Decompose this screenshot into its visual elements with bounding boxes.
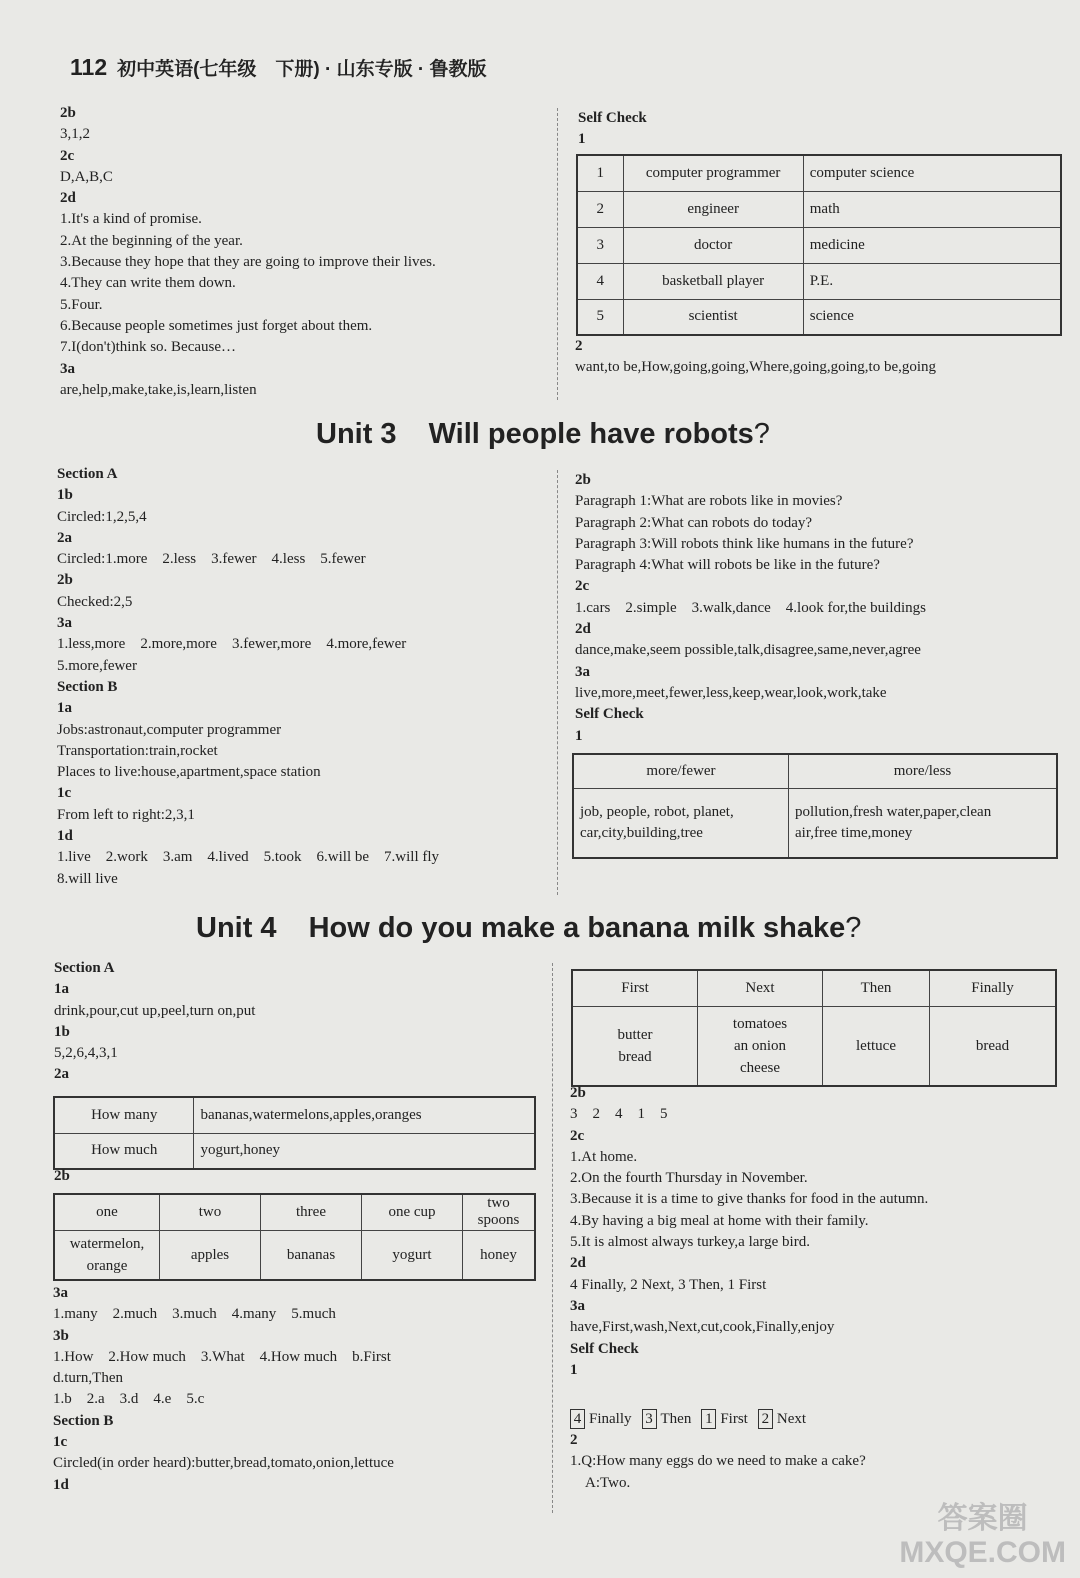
text-line: are,help,make,take,is,learn,listen — [60, 381, 257, 398]
text-line: 1.live 2.work 3.am 4.lived 5.took 6.will be 7.will fly — [57, 849, 440, 866]
text-line: 1d — [53, 1476, 69, 1493]
text-line: Section B — [57, 678, 118, 695]
table-cell: honey — [463, 1230, 536, 1280]
answer-box: 3 — [642, 1409, 657, 1429]
table-row — [54, 1133, 535, 1169]
unit4-2b-heading — [54, 1166, 70, 1187]
table-cell: yogurt,honey — [194, 1133, 535, 1169]
table-cell: 1 — [577, 155, 623, 191]
unit4-answers-left — [53, 1283, 394, 1496]
text-line: 3a — [60, 360, 75, 377]
text-line: 5.more,fewer — [57, 657, 137, 674]
text-line: 4 Finally, 2 Next, 3 Then, 1 First — [570, 1276, 767, 1293]
table3-body — [54, 1097, 535, 1169]
text-line: 1b — [54, 1023, 70, 1040]
book-title: 初中英语(七年级 下册) · 山东专版 · 鲁教版 — [117, 59, 487, 80]
answer-word: Then — [660, 1411, 692, 1427]
text-line: From left to right:2,3,1 — [57, 806, 195, 823]
text-line: 2.On the fourth Thursday in November. — [570, 1170, 808, 1187]
text-line: 1.cars 2.simple 3.walk,dance 4.look for,the buildings — [575, 599, 926, 616]
answer-word: First — [720, 1411, 748, 1427]
table-cell: bananas — [261, 1230, 362, 1280]
table-cell: bananas,watermelons,apples,oranges — [194, 1097, 535, 1133]
answer-box: 2 — [758, 1409, 773, 1429]
table-cell: yogurt — [362, 1230, 463, 1280]
text-line: 5.It is almost always turkey,a large bird. — [570, 1234, 810, 1251]
table-cell: 4 — [577, 263, 623, 299]
text-line: 3a — [53, 1285, 68, 1301]
recipe-steps-table — [571, 969, 1057, 1087]
answer-box: 1 — [701, 1409, 716, 1429]
text-line: 1.Q:How many eggs do we need to make a cake? — [570, 1453, 866, 1470]
unit3-title — [316, 418, 770, 451]
table-cell: bread — [930, 1006, 1057, 1086]
unit3-heading: Will people have robots — [428, 418, 754, 450]
text-line: Self Check — [570, 1340, 639, 1357]
text-line: 6.Because people sometimes just forget about them. — [60, 317, 373, 334]
text-line: 2d — [570, 1255, 586, 1272]
table-head-cell: First — [572, 970, 698, 1006]
how-many-how-much-table — [53, 1096, 536, 1170]
unit3-answers-right — [575, 470, 926, 747]
text-line: 1.It's a kind of promise. — [60, 211, 202, 228]
table-head-cell: one cup — [362, 1194, 463, 1230]
table-head-cell: three — [261, 1194, 362, 1230]
table2-body — [573, 754, 1057, 858]
self-check-jobs-table — [576, 154, 1062, 336]
text-line: 1c — [53, 1434, 68, 1451]
table-head-cell: two — [160, 1194, 261, 1230]
text-line: 1a — [57, 700, 72, 717]
table-cell: doctor — [623, 227, 803, 263]
table-cell: lettuce — [823, 1006, 930, 1086]
watermark-url: MXQE.COM — [899, 1536, 1066, 1569]
text-line: 1 — [570, 1361, 578, 1378]
text-line: Paragraph 1:What are robots like in movies? — [575, 493, 843, 510]
table-head-cell: Next — [698, 970, 823, 1006]
text-line: 3a — [570, 1297, 585, 1314]
text-line: Circled(in order heard):butter,bread,tomato,onion,lettuce — [53, 1455, 394, 1472]
unit3-answers-left — [57, 464, 439, 890]
table-head-cell: two spoons — [463, 1194, 536, 1230]
unit2-self-check-2 — [575, 336, 936, 379]
text-line: Transportation:train,rocket — [57, 742, 218, 759]
watermark — [899, 1502, 1066, 1570]
ordering-item — [570, 1411, 632, 1427]
text-line: Self Check — [578, 110, 647, 126]
text-line: live,more,meet,fewer,less,keep,wear,look,work,take — [575, 684, 887, 701]
table-cell: computer programmer — [623, 155, 803, 191]
table1-body — [577, 155, 1061, 335]
table-cell: science — [803, 299, 1061, 335]
table-cell: medicine — [803, 227, 1061, 263]
table2-head-1: more/fewer — [573, 754, 789, 788]
table-cell: watermelon, orange — [54, 1230, 160, 1280]
text-line: 2b — [57, 572, 73, 589]
text-line: Circled:1.more 2.less 3.fewer 4.less 5.fewer — [57, 551, 366, 568]
text-line: 2 — [575, 338, 583, 354]
text-line: 2d — [60, 190, 76, 207]
text-line: 1.b 2.a 3.d 4.e 5.c — [53, 1391, 205, 1408]
table-row — [577, 191, 1061, 227]
text-line: D,A,B,C — [60, 168, 113, 185]
text-line: Jobs:astronaut,computer programmer — [57, 721, 282, 738]
text-line: 5.Four. — [60, 296, 103, 313]
text-line: 3.Because they hope that they are going to improve their lives. — [60, 254, 436, 271]
table-cell: 2 — [577, 191, 623, 227]
text-line: Paragraph 4:What will robots be like in the future? — [575, 557, 880, 574]
text-line: 3 2 4 1 5 — [570, 1106, 668, 1123]
table-cell: How many — [54, 1097, 194, 1133]
unit3-question-mark: ? — [753, 418, 770, 450]
table-cell: basketball player — [623, 263, 803, 299]
text-line: Paragraph 3:Will robots think like humans in the future? — [575, 535, 914, 552]
text-line: 1.many 2.much 3.much 4.many 5.much — [53, 1306, 336, 1323]
text-line: Section A — [57, 466, 118, 482]
table-row — [577, 155, 1061, 191]
text-line: 1c — [57, 785, 72, 802]
text-line: 2c — [60, 147, 75, 164]
unit3-number: Unit 3 — [316, 418, 397, 450]
answer-word: Finally — [589, 1411, 632, 1427]
text-line: Self Check — [575, 706, 644, 723]
watermark-logo-text: 答案圈 — [937, 1502, 1028, 1535]
table-cell: math — [803, 191, 1061, 227]
text-line: 1.less,more 2.more,more 3.fewer,more 4.more,fewer — [57, 636, 407, 653]
text-line: 1d — [57, 828, 73, 845]
column-divider-3 — [552, 963, 553, 1513]
table-cell: engineer — [623, 191, 803, 227]
text-line: 2b — [60, 105, 76, 121]
unit4-answers-right — [570, 1083, 928, 1381]
text-line: A:Two. — [570, 1474, 631, 1491]
text-line: 1 — [578, 131, 586, 148]
unit4-title — [196, 912, 861, 945]
text-line: 2d — [575, 621, 591, 638]
text-line: Circled:1,2,5,4 — [57, 508, 147, 525]
unit4-heading: How do you make a banana milk shake — [308, 912, 846, 944]
self-check-ordering-boxes — [570, 1409, 816, 1430]
text-line: Section A — [54, 960, 115, 976]
text-line: Checked:2,5 — [57, 593, 133, 610]
table-cell: tomatoes an onion cheese — [698, 1006, 823, 1086]
text-line: 3a — [575, 663, 590, 680]
text-line: 1 — [575, 727, 583, 744]
text-line: 4.By having a big meal at home with their family. — [570, 1212, 869, 1229]
table-cell: How much — [54, 1133, 194, 1169]
text-line: Places to live:house,apartment,space station — [57, 764, 321, 781]
unit4-number: Unit 4 — [196, 912, 277, 944]
text-line: 1a — [54, 981, 69, 998]
text-line: Section B — [53, 1412, 114, 1429]
text-line: 2b — [570, 1085, 586, 1101]
table-cell: apples — [160, 1230, 261, 1280]
table-cell: butter bread — [572, 1006, 698, 1086]
text-line: 2a — [57, 529, 72, 546]
ordering-item — [642, 1411, 692, 1427]
text-line: 1.At home. — [570, 1148, 638, 1165]
table4-body — [54, 1194, 535, 1280]
text-line: 7.I(don't)think so. Because… — [60, 339, 237, 356]
text-line: 2c — [575, 578, 590, 595]
table-cell: computer science — [803, 155, 1061, 191]
table-head-cell: one — [54, 1194, 160, 1230]
text-line: 2.At the beginning of the year. — [60, 232, 243, 249]
unit2-answers-left — [60, 103, 436, 401]
text-line: Paragraph 2:What can robots do today? — [575, 514, 813, 531]
table-cell: 3 — [577, 227, 623, 263]
text-line: 4.They can write them down. — [60, 275, 236, 292]
text-line: 3,1,2 — [60, 126, 90, 143]
page-number: 112 — [70, 54, 108, 80]
text-line: 5,2,6,4,3,1 — [54, 1045, 118, 1062]
text-line: 2a — [54, 1066, 69, 1083]
unit4-question-mark: ? — [845, 912, 862, 944]
table2-head-2: more/less — [789, 754, 1058, 788]
text-line: 8.will live — [57, 870, 118, 887]
table2-cell-2: pollution,fresh water,paper,clean air,free time,money — [789, 788, 1058, 858]
column-divider-1 — [557, 108, 558, 400]
table-cell: P.E. — [803, 263, 1061, 299]
quantity-table — [53, 1193, 536, 1281]
text-line: want,to be,How,going,going,Where,going,going,to be,going — [575, 359, 937, 376]
answer-box: 4 — [570, 1409, 585, 1429]
text-line: 1.How 2.How much 3.What 4.How much b.First — [53, 1348, 391, 1365]
text-line: d.turn,Then — [53, 1370, 123, 1387]
text-line: dance,make,seem possible,talk,disagree,same,never,agree — [575, 642, 921, 659]
text-line: 3a — [57, 615, 72, 632]
table5-body — [572, 970, 1056, 1086]
text-line: drink,pour,cut up,peel,turn on,put — [54, 1002, 256, 1019]
table2-cell-1: job, people, robot, planet, car,city,building,tree — [573, 788, 789, 858]
text-line: 3.Because it is a time to give thanks for food in the autumn. — [570, 1191, 929, 1208]
text-line: 3b — [53, 1327, 69, 1344]
unit2-self-check-heading — [578, 108, 647, 151]
table-head-cell: Then — [823, 970, 930, 1006]
ordering-item — [758, 1411, 806, 1427]
table-row — [577, 227, 1061, 263]
table-cell: scientist — [623, 299, 803, 335]
text-line: 1b — [57, 487, 73, 504]
text-line: 2b — [54, 1168, 70, 1184]
more-fewer-less-table — [572, 753, 1058, 859]
table-head-cell: Finally — [930, 970, 1057, 1006]
unit4-self-check-2 — [570, 1430, 866, 1494]
table-row — [577, 263, 1061, 299]
text-line: 2 — [570, 1432, 578, 1448]
page-header — [70, 54, 487, 81]
text-line: 2c — [570, 1127, 585, 1144]
table-cell: 5 — [577, 299, 623, 335]
unit4-section-a — [54, 958, 255, 1086]
column-divider-2 — [557, 470, 558, 895]
ordering-item — [701, 1411, 748, 1427]
table-row — [577, 299, 1061, 335]
text-line: 2b — [575, 472, 591, 488]
table-row — [54, 1097, 535, 1133]
text-line: have,First,wash,Next,cut,cook,Finally,enjoy — [570, 1319, 835, 1336]
answer-word: Next — [776, 1411, 807, 1427]
